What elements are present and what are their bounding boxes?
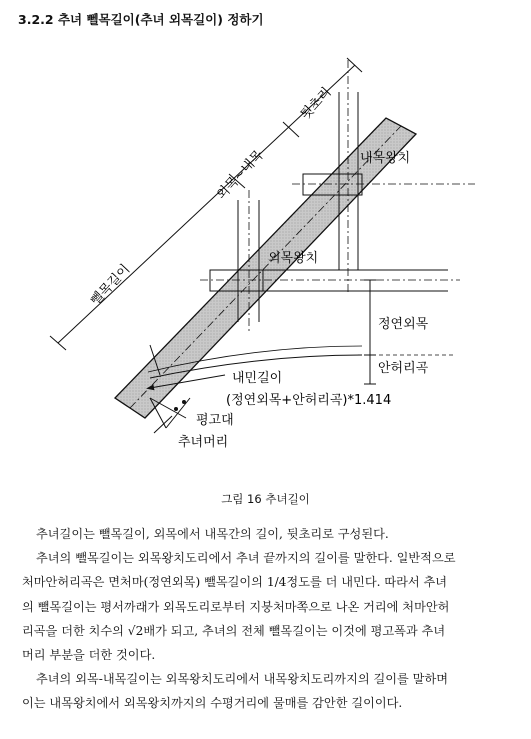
paragraph: 추녀길이는 뺄목길이, 외목에서 내목간의 길이, 뒷초리로 구성된다. xyxy=(36,527,389,541)
label-twaetjori: 툇초리 xyxy=(297,84,335,123)
label-ppelmok-length: 뻴목길이 xyxy=(87,261,134,309)
label-jeongyeon-oemok: 정연외목 xyxy=(378,317,429,332)
paragraph-line: 의 뺄목길이는 평서까래가 외목도리로부터 지붕처마쪽으로 나온 거리에 처마안허 xyxy=(22,599,450,614)
label-naemok-wangchi: 내목왕치 xyxy=(360,151,411,166)
label-oemok-naemok: 외목~내목 xyxy=(213,147,267,203)
paragraph: 추녀의 뺄목길이는 외목왕치도리에서 추녀 끝까지의 길이를 말한다. 일반적으로 xyxy=(36,551,456,566)
label-pyeonggodae: 평고대 xyxy=(196,413,234,428)
paragraph: 추녀의 외목-내목길이는 외목왕치도리에서 내목왕치도리까지의 길이를 말하며 xyxy=(36,672,449,687)
paragraph-line: 머리 부분을 더한 것이다. xyxy=(22,648,156,663)
paragraph-line: 이는 내목왕치에서 외목왕치까지의 수평거리에 물매를 감안한 길이이다. xyxy=(22,696,403,711)
label-oemok-wangchi: 외목왕치 xyxy=(268,251,319,266)
body-text xyxy=(22,522,518,716)
label-naemin-length: 내민길이 xyxy=(232,371,283,386)
rafter-length-diagram xyxy=(0,40,531,460)
label-formula: (정연외목+안허리곡)*1.414 xyxy=(226,393,392,408)
paragraph-line: 처마안허리곡은 면처마(정연외목) 뺄목길이의 1/4정도를 더 내민다. 따라서 추녀 xyxy=(22,575,448,590)
figure-caption: 그림 16 추녀길이 xyxy=(221,492,310,506)
section-title: 3.2.2 추녀 뻴목길이(추녀 외목길이) 정하기 xyxy=(18,12,264,27)
paragraph-line: 리곡을 더한 치수의 √2배가 되고, 추녀의 전체 뺄목길이는 이것에 평고폭과 추녀 xyxy=(22,623,446,638)
label-chunyeo-meori: 추녀머리 xyxy=(178,435,229,450)
label-anheorigok: 안허리곡 xyxy=(378,361,429,376)
